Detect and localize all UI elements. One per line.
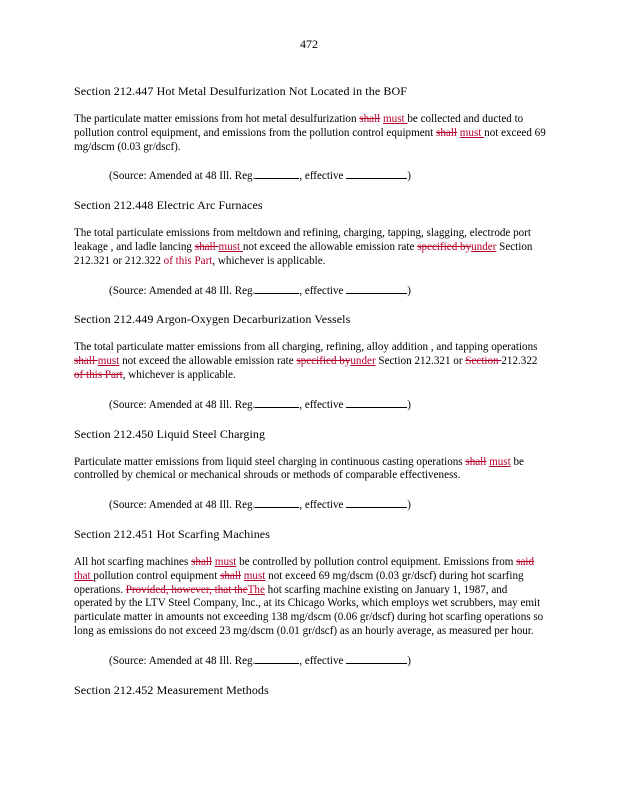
inserted-text: The [247,583,265,596]
body-text: be controlled by chemical or mechanical shrouds or methods of comparable effectiveness. [74,455,524,482]
deleted-text: said [516,555,535,568]
body-text: All hot scarfing machines [74,555,192,568]
effective-date-blank [346,497,407,508]
deleted-text: shall [191,555,213,568]
section-heading: Section 212.452 Measurement Methods [74,682,269,697]
body-text: Section 212.321 or [375,355,466,368]
section-text [74,456,548,484]
source-note [109,653,548,669]
body-text: Particulate matter emissions from liquid steel charging in continuous casting operations [74,455,466,468]
deleted-text: shall [465,455,487,468]
body-text: be controlled by pollution control equipment. Emissions from [236,555,517,568]
source-effective-label: , effective [299,654,347,667]
inserted-text: must [214,555,237,568]
document-body [74,84,548,698]
effective-date-blank [346,397,407,408]
section-212-447 [74,84,548,184]
source-label: (Source: Amended at 48 Ill. Reg. [109,499,256,512]
section-heading: Section 212.448 Electric Arc Furnaces [74,198,263,213]
body-text: 212.322 [501,355,538,368]
revised-text: of this Part [163,254,213,267]
source-close: ) [407,654,411,667]
deleted-text: Section [465,355,502,368]
section-212-451 [74,527,548,669]
register-blank [255,497,299,508]
section-text [74,341,548,382]
register-blank [255,653,299,664]
inserted-text: must [489,455,511,468]
deleted-text: specified by [296,355,351,368]
source-note [109,497,548,513]
section-heading: Section 212.449 Argon-Oxygen Decarburization Vessels [74,312,351,327]
body-text: not exceed the allowable emission rate [119,355,297,368]
inserted-text: must [243,569,266,582]
inserted-text: under [350,355,376,368]
body-text: not exceed 69 mg/dscm (0.03 gr/dscf). [74,126,546,153]
source-label: (Source: Amended at 48 Ill. Reg. [109,170,256,183]
source-note [109,168,548,184]
section-212-448 [74,198,548,298]
source-effective-label: , effective [299,170,347,183]
source-label: (Source: Amended at 48 Ill. Reg. [109,284,256,297]
body-text: The particulate matter emissions from hot metal desulfurization [74,113,360,125]
inserted-text: must [218,240,243,253]
deleted-text: Provided, however, that the [125,583,248,596]
source-close: ) [407,284,411,297]
inserted-text: must [383,113,408,125]
deleted-text: shall [359,113,381,125]
body-text: The total particulate matter emissions from all charging, refining, alloy addition , and tapping operations [74,341,538,354]
register-blank [255,168,299,179]
effective-date-blank [346,168,407,179]
effective-date-blank [346,283,407,294]
deleted-text: shall [194,240,219,253]
body-text: not exceed 69 mg/dscm (0.03 gr/dscf) during hot scarfing operations. [74,569,524,596]
source-effective-label: , effective [299,284,347,297]
page-number: 472 [300,37,318,51]
deleted-text: of this Part [74,368,123,381]
section-text [74,227,548,268]
section-heading: Section 212.451 Hot Scarfing Machines [74,526,270,541]
body-text: , whichever is applicable. [122,368,236,381]
body-text: hot scarfing machine existing on January 1, 1987, and operated by the LTV Steel Company, Inc., at its Chicago Works, which employs wet scrubbers, may emit particulate matter in amounts not exceeding 138 mg/dscm (0.06 gr/dscf) during hot scarfing operations so long as emissions do not exceed 23 mg/dscm (0.01 gr/dscf) as an hourly average, as measured per hour. [74,583,544,637]
section-212-452 [74,683,548,698]
deleted-text: shall [436,126,457,139]
body-text: The total particulate emissions from meltdown and refining, charging, tapping, slagging, electrode port leakage , and ladle lancing [74,227,531,253]
inserted-text: must [459,126,485,139]
deleted-text: specified by [417,240,472,253]
body-text: pollution control equipment [93,569,221,582]
deleted-text: shall [74,355,98,368]
source-effective-label: , effective [299,398,347,411]
body-text: Section 212.321 or 212.322 [74,240,533,267]
source-label: (Source: Amended at 48 Ill. Reg. [109,654,256,667]
body-text: not exceed the allowable emission rate [242,240,418,253]
effective-date-blank [346,653,407,664]
section-text [74,113,548,154]
source-note [109,283,548,299]
source-effective-label: , effective [299,499,347,512]
register-blank [255,397,299,408]
inserted-text: must [97,355,120,368]
source-label: (Source: Amended at 48 Ill. Reg. [109,398,256,411]
source-close: ) [407,170,411,183]
body-text: be collected and ducted to pollution control equipment, and emissions from the pollution control equipment [74,113,524,139]
section-text [74,556,548,639]
section-heading: Section 212.447 Hot Metal Desulfurization Not Located in the BOF [74,84,408,98]
source-close: ) [407,499,411,512]
register-blank [255,283,299,294]
body-text: , whichever is applicable. [212,254,326,267]
source-close: ) [407,398,411,411]
source-note [109,397,548,413]
section-212-450 [74,427,548,513]
section-heading: Section 212.450 Liquid Steel Charging [74,426,266,441]
section-212-449 [74,312,548,412]
deleted-text: shall [220,569,242,582]
inserted-text: under [471,240,497,253]
inserted-text: that [74,569,94,582]
